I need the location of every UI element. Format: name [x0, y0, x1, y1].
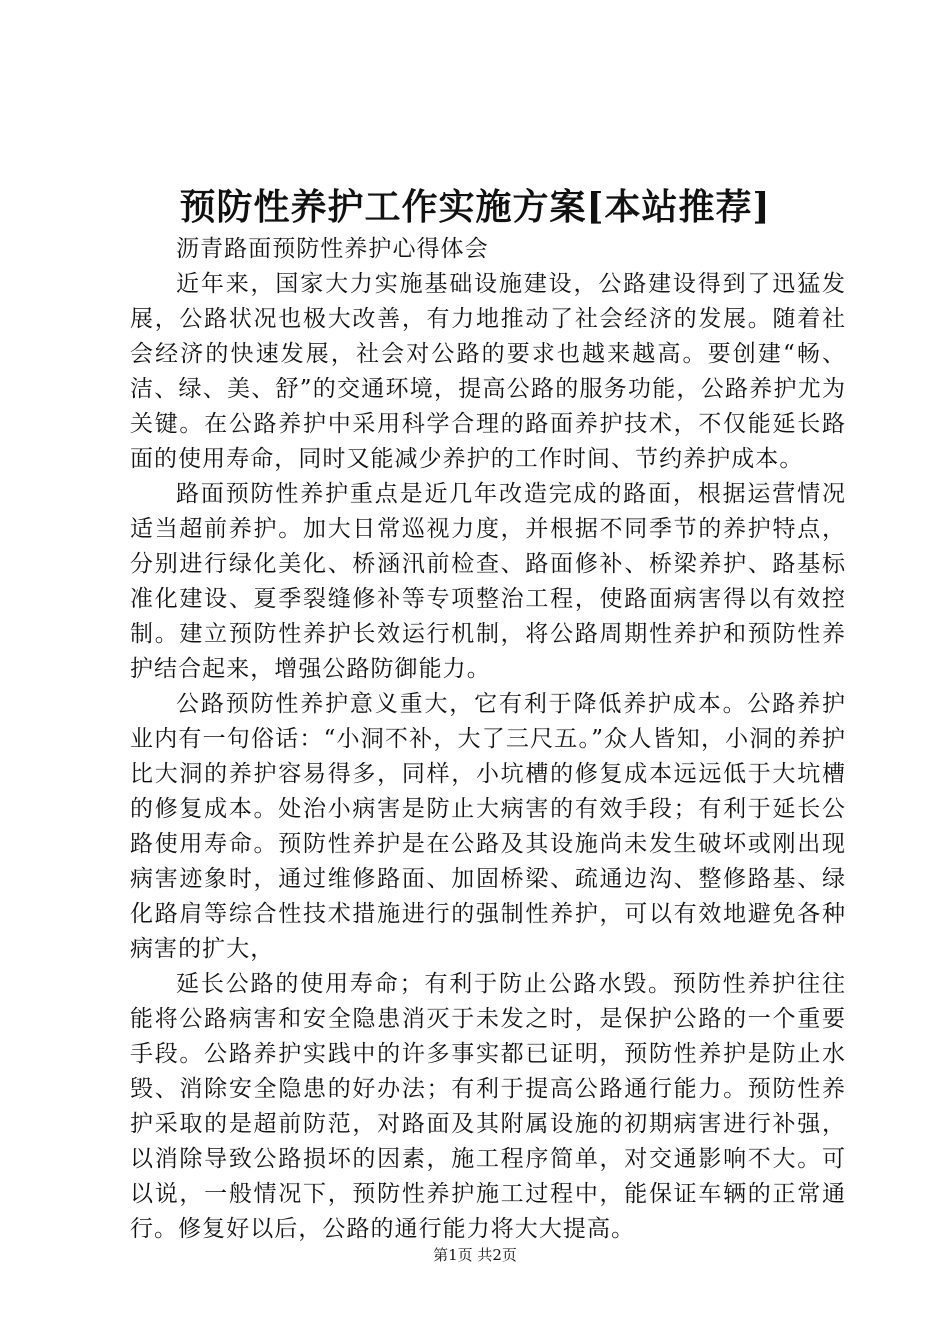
- body-paragraph: 延长公路的使用寿命；有利于防止公路水毁。预防性养护往往能将公路病害和安全隐患消灭于未发之时，是保护公路的一个重要手段。公路养护实践中的许多事实都已证明，预防性养护是防止水毁、消除安全隐患的好办法；有利于提高公路通行能力。预防性养护采取的是超前防范，对路面及其附属设施的初期病害进行补强，以消除导致公路损坏的因素，施工程序简单，对交通影响不大。可以说，一般情况下，预防性养护施工过程中，能保证车辆的正常通行。修复好以后，公路的通行能力将大大提高。: [130, 971, 846, 1242]
- document-body: [130, 232, 846, 1247]
- body-paragraph: 近年来，国家大力实施基础设施建设，公路建设得到了迅猛发展，公路状况也极大改善，有力地推动了社会经济的发展。随着社会经济的快速发展，社会对公路的要求也越来越高。要创建“畅、洁、绿、美、舒”的交通环境，提高公路的服务功能，公路养护尤为关键。在公路养护中采用科学合理的路面养护技术，不仅能延长路面的使用寿命，同时又能减少养护的工作时间、节约养护成本。: [130, 271, 846, 472]
- document-title: 预防性养护工作实施方案[本站推荐]: [179, 186, 771, 228]
- page-number-footer: 第1页 共2页: [433, 1246, 517, 1264]
- body-paragraph: 公路预防性养护意义重大，它有利于降低养护成本。公路养护业内有一句俗话：“小洞不补，大了三尺五。”众人皆知，小洞的养护比大洞的养护容易得多，同样，小坑槽的修复成本远远低于大坑槽的修复成本。处治小病害是防止大病害的有效手段；有利于延长公路使用寿命。预防性养护是在公路及其设施尚未发生破坏或刚出现病害迹象时，通过维修路面、加固桥梁、疏通边沟、整修路基、绿化路肩等综合性技术措施进行的强制性养护，可以有效地避免各种病害的扩大，: [130, 691, 846, 962]
- subtitle-paragraph: 沥青路面预防性养护心得体会: [176, 236, 489, 262]
- body-paragraph: 路面预防性养护重点是近几年改造完成的路面，根据运营情况适当超前养护。加大日常巡视力度，并根据不同季节的养护特点，分别进行绿化美化、桥涵汛前检查、路面修补、桥梁养护、路基标准化建设、夏季裂缝修补等专项整治工程，使路面病害得以有效控制。建立预防性养护长效运行机制，将公路周期性养护和预防性养护结合起来，增强公路防御能力。: [130, 481, 846, 682]
